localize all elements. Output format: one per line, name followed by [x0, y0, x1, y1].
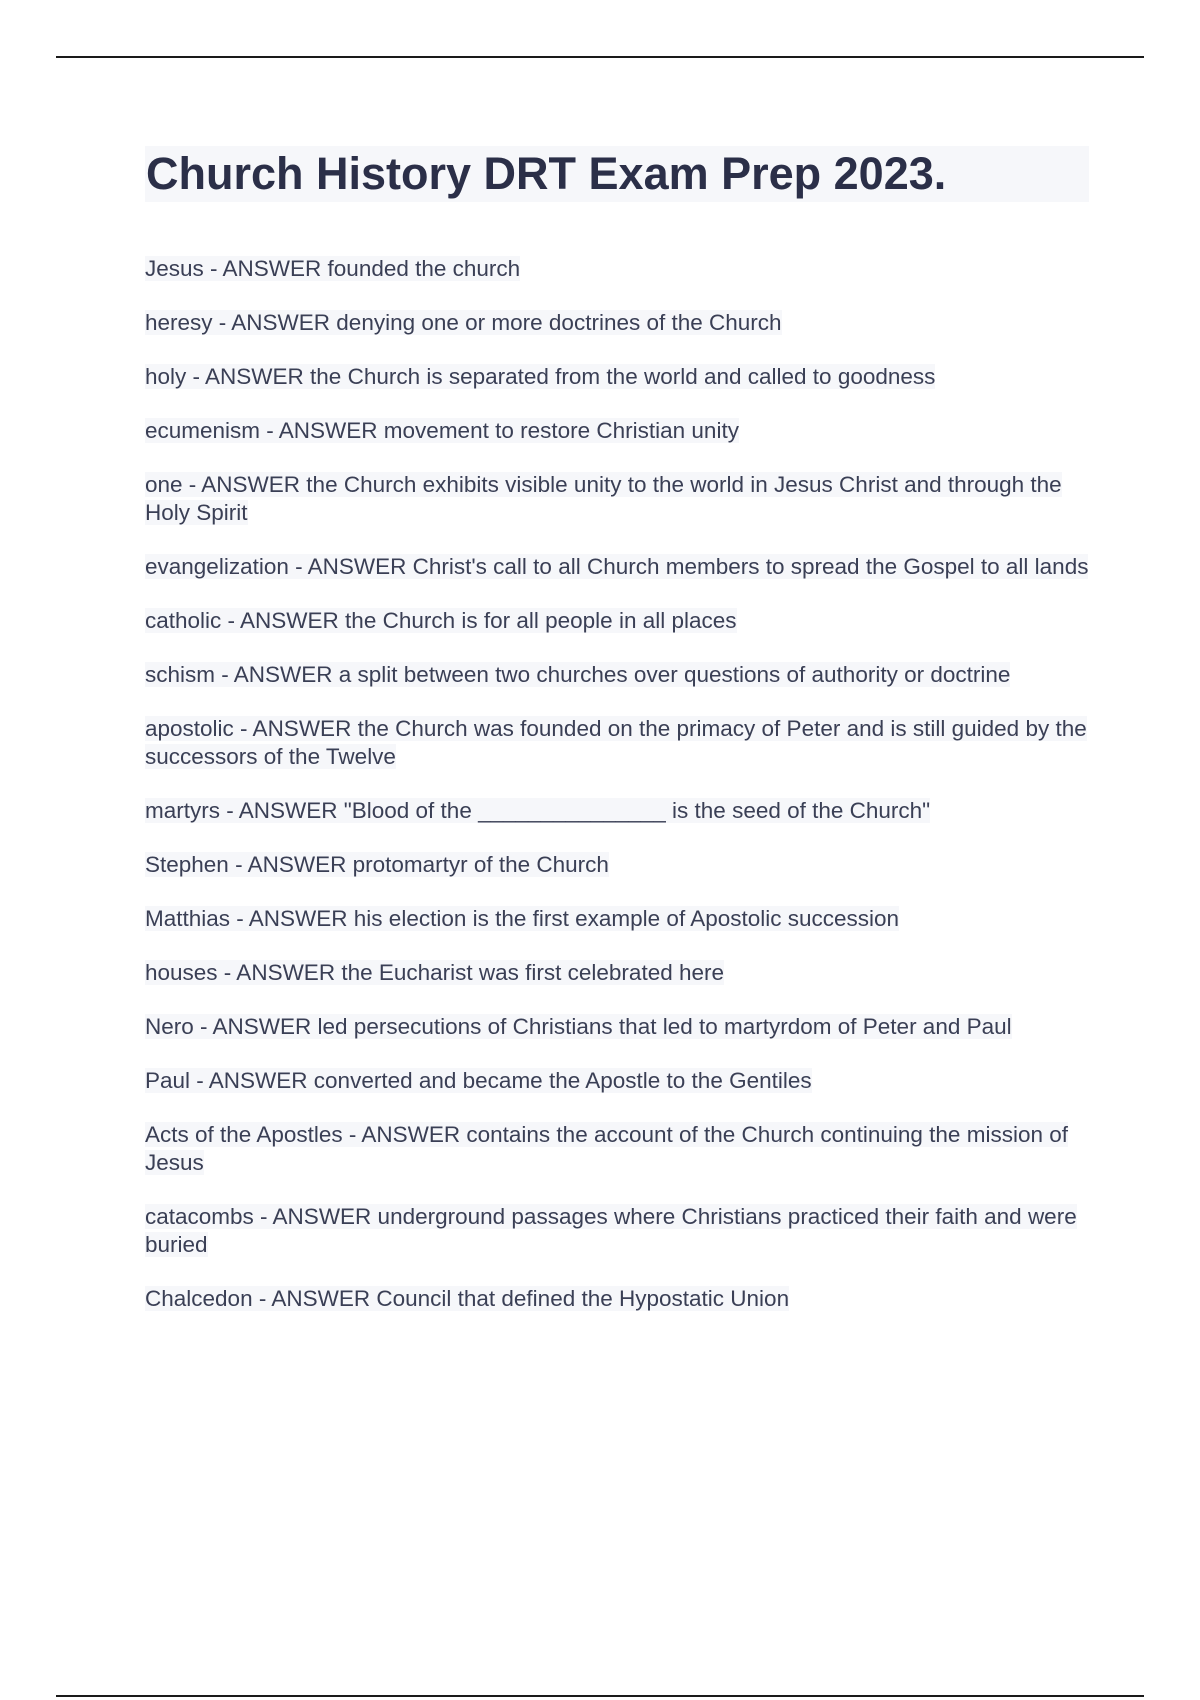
qa-entry — [145, 471, 1090, 527]
bottom-divider — [56, 1695, 1144, 1697]
qa-entry — [145, 1285, 1090, 1313]
qa-entry-text: Nero - ANSWER led persecutions of Christians that led to martyrdom of Peter and Paul — [145, 1014, 1012, 1039]
qa-entry — [145, 905, 1090, 933]
qa-entry — [145, 1013, 1090, 1041]
qa-entry-text: apostolic - ANSWER the Church was founded on the primacy of Peter and is still guided by the successors of the Twelve — [145, 716, 1087, 769]
qa-entry-text: Acts of the Apostles - ANSWER contains the account of the Church continuing the mission of Jesus — [145, 1122, 1068, 1175]
qa-list — [145, 255, 1090, 1339]
qa-entry — [145, 1067, 1090, 1095]
qa-entry — [145, 417, 1090, 445]
qa-entry-text: heresy - ANSWER denying one or more doctrines of the Church — [145, 310, 782, 335]
qa-entry — [145, 851, 1090, 879]
page-title: Church History DRT Exam Prep 2023. — [146, 148, 947, 199]
qa-entry-text: catholic - ANSWER the Church is for all people in all places — [145, 608, 737, 633]
qa-entry — [145, 1121, 1090, 1177]
qa-entry — [145, 363, 1090, 391]
qa-entry-text: schism - ANSWER a split between two churches over questions of authority or doctrine — [145, 662, 1011, 687]
qa-entry — [145, 715, 1090, 771]
qa-entry — [145, 1203, 1090, 1259]
qa-entry-text: Jesus - ANSWER founded the church — [145, 256, 521, 281]
qa-entry-text: catacombs - ANSWER underground passages where Christians practiced their faith and were buried — [145, 1204, 1077, 1257]
qa-entry-text: Paul - ANSWER converted and became the Apostle to the Gentiles — [145, 1068, 812, 1093]
qa-entry-text: holy - ANSWER the Church is separated from the world and called to goodness — [145, 364, 936, 389]
title-block — [145, 146, 1089, 202]
qa-entry — [145, 661, 1090, 689]
qa-entry-text: Matthias - ANSWER his election is the first example of Apostolic succession — [145, 906, 900, 931]
qa-entry — [145, 255, 1090, 283]
qa-entry — [145, 553, 1090, 581]
qa-entry — [145, 607, 1090, 635]
qa-entry-text: Chalcedon - ANSWER Council that defined the Hypostatic Union — [145, 1286, 790, 1311]
qa-entry-text: Stephen - ANSWER protomartyr of the Church — [145, 852, 609, 877]
top-divider — [56, 56, 1144, 58]
qa-entry-text: houses - ANSWER the Eucharist was first celebrated here — [145, 960, 725, 985]
qa-entry-text: ecumenism - ANSWER movement to restore Christian unity — [145, 418, 739, 443]
qa-entry-text: one - ANSWER the Church exhibits visible unity to the world in Jesus Christ and through the Holy Spirit — [145, 472, 1062, 525]
qa-entry-text: evangelization - ANSWER Christ's call to all Church members to spread the Gospel to all lands — [145, 554, 1089, 579]
qa-entry — [145, 797, 1090, 825]
qa-entry — [145, 309, 1090, 337]
qa-entry-text: martyrs - ANSWER "Blood of the _______________ is the seed of the Church" — [145, 798, 931, 823]
qa-entry — [145, 959, 1090, 987]
